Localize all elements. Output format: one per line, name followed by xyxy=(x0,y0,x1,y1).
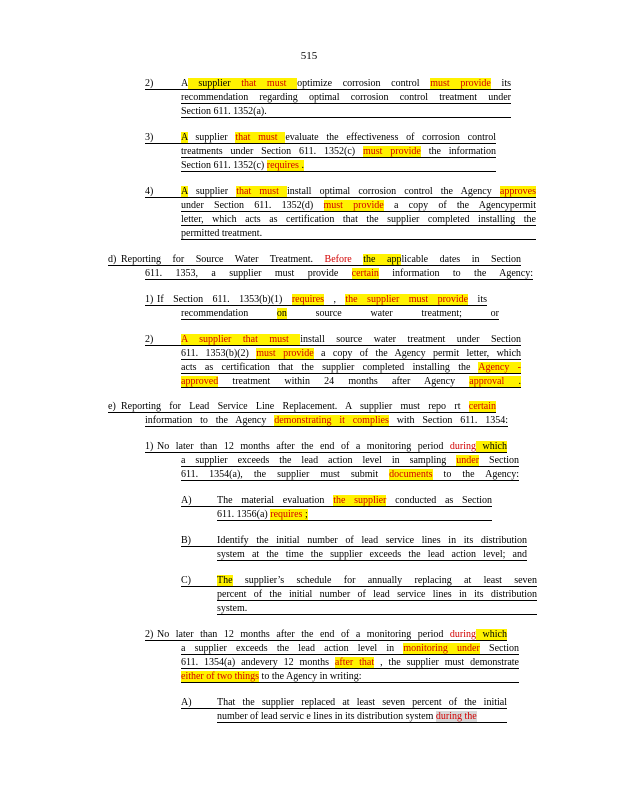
text-run: recommendation regarding optimal corrosion control treatment under xyxy=(181,92,511,103)
inserted-text: during xyxy=(449,629,476,640)
underline-rule xyxy=(181,239,536,240)
highlighted-text: which xyxy=(476,441,507,452)
text-run: system at the time the supplier exceeds the lead action level; and xyxy=(217,549,527,560)
label-underline xyxy=(145,197,181,198)
text-run: , the supplier must demonstrate xyxy=(374,657,519,668)
item-label: d) xyxy=(108,254,117,265)
text-run: acts as certification that the supplier completed installing the xyxy=(181,362,479,373)
label-underline xyxy=(145,640,157,641)
underline-rule xyxy=(181,345,521,346)
text-run: its xyxy=(468,294,488,305)
text-run xyxy=(352,254,364,265)
underline-rule xyxy=(181,682,519,683)
highlighted-text: must provide xyxy=(323,200,384,211)
text-run: That the supplier replaced at least seven percent of the initial xyxy=(217,697,507,708)
highlighted-text: . xyxy=(504,376,521,387)
text-run: 611. 1356(a) xyxy=(217,509,271,520)
item-label: 2) xyxy=(145,629,154,640)
text-run: under Section 611. 1352(d) xyxy=(181,200,324,211)
item-label: 1) xyxy=(145,441,154,452)
highlighted-text: supplier xyxy=(187,78,242,89)
label-underline xyxy=(181,708,217,709)
text-run: percent of the initial number of lead service lines in its distribution xyxy=(217,589,537,600)
underline-rule xyxy=(157,305,487,306)
text-run: source water treatment; or xyxy=(286,308,499,319)
page-number: 515 xyxy=(300,50,318,62)
highlighted-text: the app xyxy=(363,254,402,265)
underline-rule xyxy=(217,708,507,709)
inserted-text: during the xyxy=(435,711,477,722)
text-run: supplier xyxy=(187,186,237,197)
underline-rule xyxy=(217,722,507,723)
text-run: Section 611. 1352(a). xyxy=(181,106,267,117)
text-run: recommendation xyxy=(181,308,277,319)
label-underline xyxy=(108,412,121,413)
highlighted-text: requires xyxy=(291,294,325,305)
underline-rule xyxy=(157,452,507,453)
text-run: Section xyxy=(479,643,520,654)
text-run: a copy of the Agencypermit xyxy=(383,200,536,211)
underline-rule xyxy=(181,225,536,226)
highlighted-text: A xyxy=(181,186,188,197)
underline-rule xyxy=(181,143,496,144)
text-run: a supplier exceeds the lead action level in xyxy=(181,643,404,654)
underline-rule xyxy=(181,668,519,669)
underline-rule xyxy=(181,197,536,198)
highlighted-text: demonstrating it complies xyxy=(274,415,389,426)
underline-rule xyxy=(217,520,492,521)
underline-rule xyxy=(217,614,537,615)
underline-rule xyxy=(121,412,496,413)
highlighted-text: must provide xyxy=(362,146,421,157)
inserted-text: Before xyxy=(324,254,352,265)
item-label: e) xyxy=(108,401,116,412)
item-label: 2) xyxy=(145,334,154,345)
text-run: 611. 1354(a), the supplier must submit xyxy=(181,469,390,480)
highlighted-text: A xyxy=(181,132,188,143)
text-run: to the Agency: xyxy=(432,469,519,480)
text-run: Reporting for Source Water Treatment. xyxy=(121,254,325,265)
text-run: treatment within 24 months after Agency xyxy=(218,376,470,387)
text-run: , xyxy=(324,294,346,305)
text-run: licable dates in Section xyxy=(401,254,522,265)
underline-rule xyxy=(217,600,537,601)
text-run: No later than 12 months after the end of a monitoring period xyxy=(157,629,450,640)
highlighted-text: approved xyxy=(181,376,219,387)
highlighted-text: monitoring under xyxy=(403,643,480,654)
highlighted-text: which xyxy=(476,629,507,640)
text-run: letter, which acts as certification that the supplier completed installing the xyxy=(181,214,536,225)
item-label: 1) xyxy=(145,294,154,305)
label-underline xyxy=(145,452,157,453)
highlighted-text: must provide xyxy=(256,348,314,359)
item-label: 2) xyxy=(145,78,154,89)
underline-rule xyxy=(217,586,537,587)
underline-rule xyxy=(181,103,511,104)
highlighted-text: . xyxy=(298,160,304,171)
highlighted-text: that must xyxy=(241,78,298,89)
text-run: system. xyxy=(217,603,248,614)
underline-rule xyxy=(181,117,511,118)
underline-rule xyxy=(217,506,492,507)
item-label: 4) xyxy=(145,186,154,197)
text-run: supplier xyxy=(187,132,236,143)
underline-rule xyxy=(181,211,536,212)
text-run: optimize corrosion control xyxy=(297,78,431,89)
underline-rule xyxy=(181,654,519,655)
label-underline xyxy=(145,345,181,346)
highlighted-text: approval xyxy=(469,376,505,387)
highlighted-text: that must xyxy=(235,132,286,143)
text-run: supplier’s schedule for annually replacing at least seven xyxy=(232,575,537,586)
label-underline xyxy=(145,89,181,90)
underline-rule xyxy=(181,359,521,360)
underline-rule xyxy=(217,560,527,561)
text-run: 611. 1354(a) andevery 12 months xyxy=(181,657,335,668)
underline-rule xyxy=(181,171,496,172)
highlighted-text: A supplier that must xyxy=(181,334,301,345)
item-label: A) xyxy=(181,495,192,506)
underline-rule xyxy=(181,480,519,481)
label-underline xyxy=(145,305,157,306)
text-run: Reporting for Lead Service Line Replacement. A supplier must repo rt xyxy=(121,401,469,412)
text-run: install optimal corrosion control the Agency xyxy=(287,186,500,197)
label-underline xyxy=(181,586,217,587)
item-label: C) xyxy=(181,575,191,586)
label-underline xyxy=(181,506,217,507)
text-run: a supplier exceeds the lead action level in sampling xyxy=(181,455,457,466)
text-run: No later than 12 months after the end of a monitoring period xyxy=(157,441,450,452)
text-run: the information xyxy=(420,146,496,157)
label-underline xyxy=(181,546,217,547)
highlighted-text: ; xyxy=(302,509,308,520)
text-run: information to the Agency xyxy=(145,415,275,426)
highlighted-text: requires xyxy=(270,509,303,520)
text-run: Section xyxy=(479,455,519,466)
text-run: to the Agency in writing: xyxy=(259,671,362,682)
text-run: Identify the initial number of lead service lines in its distribution xyxy=(217,535,527,546)
highlighted-text: certain xyxy=(468,401,496,412)
text-run: Section 611. 1352(c) xyxy=(181,160,267,171)
underline-rule xyxy=(181,89,511,90)
highlighted-text: the supplier xyxy=(333,495,387,506)
label-underline xyxy=(108,265,121,266)
text-run: 611. 1353(b)(2) xyxy=(181,348,257,359)
underline-rule xyxy=(145,426,508,427)
text-run: permitted treatment. xyxy=(181,228,263,239)
highlighted-text: The xyxy=(217,575,233,586)
text-run: treatments under Section 611. 1352(c) xyxy=(181,146,363,157)
highlighted-text: either of two things xyxy=(181,671,260,682)
underline-rule xyxy=(181,387,521,388)
highlighted-text: Agency - xyxy=(478,362,521,373)
item-label: B) xyxy=(181,535,191,546)
text-run: number of lead servic e lines in its distribution system xyxy=(217,711,436,722)
underline-rule xyxy=(181,373,521,374)
highlighted-text: under xyxy=(456,455,480,466)
text-run: its xyxy=(490,78,512,89)
text-run: The material evaluation xyxy=(217,495,334,506)
item-label: A) xyxy=(181,697,192,708)
underline-rule xyxy=(181,157,496,158)
item-label: 3) xyxy=(145,132,154,143)
text-run: a copy of the Agency permit letter, which xyxy=(313,348,522,359)
highlighted-text: that must xyxy=(236,186,288,197)
underline-rule xyxy=(121,265,521,266)
highlighted-text: requires xyxy=(266,160,299,171)
highlighted-text: the supplier must provide xyxy=(345,294,469,305)
underline-rule xyxy=(217,546,527,547)
text-run: information to the Agency: xyxy=(378,268,533,279)
highlighted-text: certain xyxy=(351,268,379,279)
text-run: conducted as Section xyxy=(386,495,493,506)
inserted-text: during xyxy=(449,441,476,452)
text-run: with Section 611. 1354: xyxy=(388,415,508,426)
text-run: A xyxy=(181,78,188,89)
highlighted-text: must provide xyxy=(430,78,491,89)
underline-rule xyxy=(181,466,519,467)
highlighted-text: documents xyxy=(389,469,433,480)
text-run: 611. 1353, a supplier must provide xyxy=(145,268,352,279)
underline-rule xyxy=(181,319,499,320)
text-run: If Section 611. 1353(b)(1) xyxy=(157,294,292,305)
text-run: install source water treatment under Section xyxy=(300,334,521,345)
label-underline xyxy=(145,143,181,144)
highlighted-text: approves xyxy=(499,186,536,197)
highlighted-text: after that xyxy=(334,657,375,668)
highlighted-text: on xyxy=(276,308,287,319)
text-run: evaluate the effectiveness of corrosion control xyxy=(285,132,496,143)
underline-rule xyxy=(157,640,507,641)
underline-rule xyxy=(145,279,533,280)
